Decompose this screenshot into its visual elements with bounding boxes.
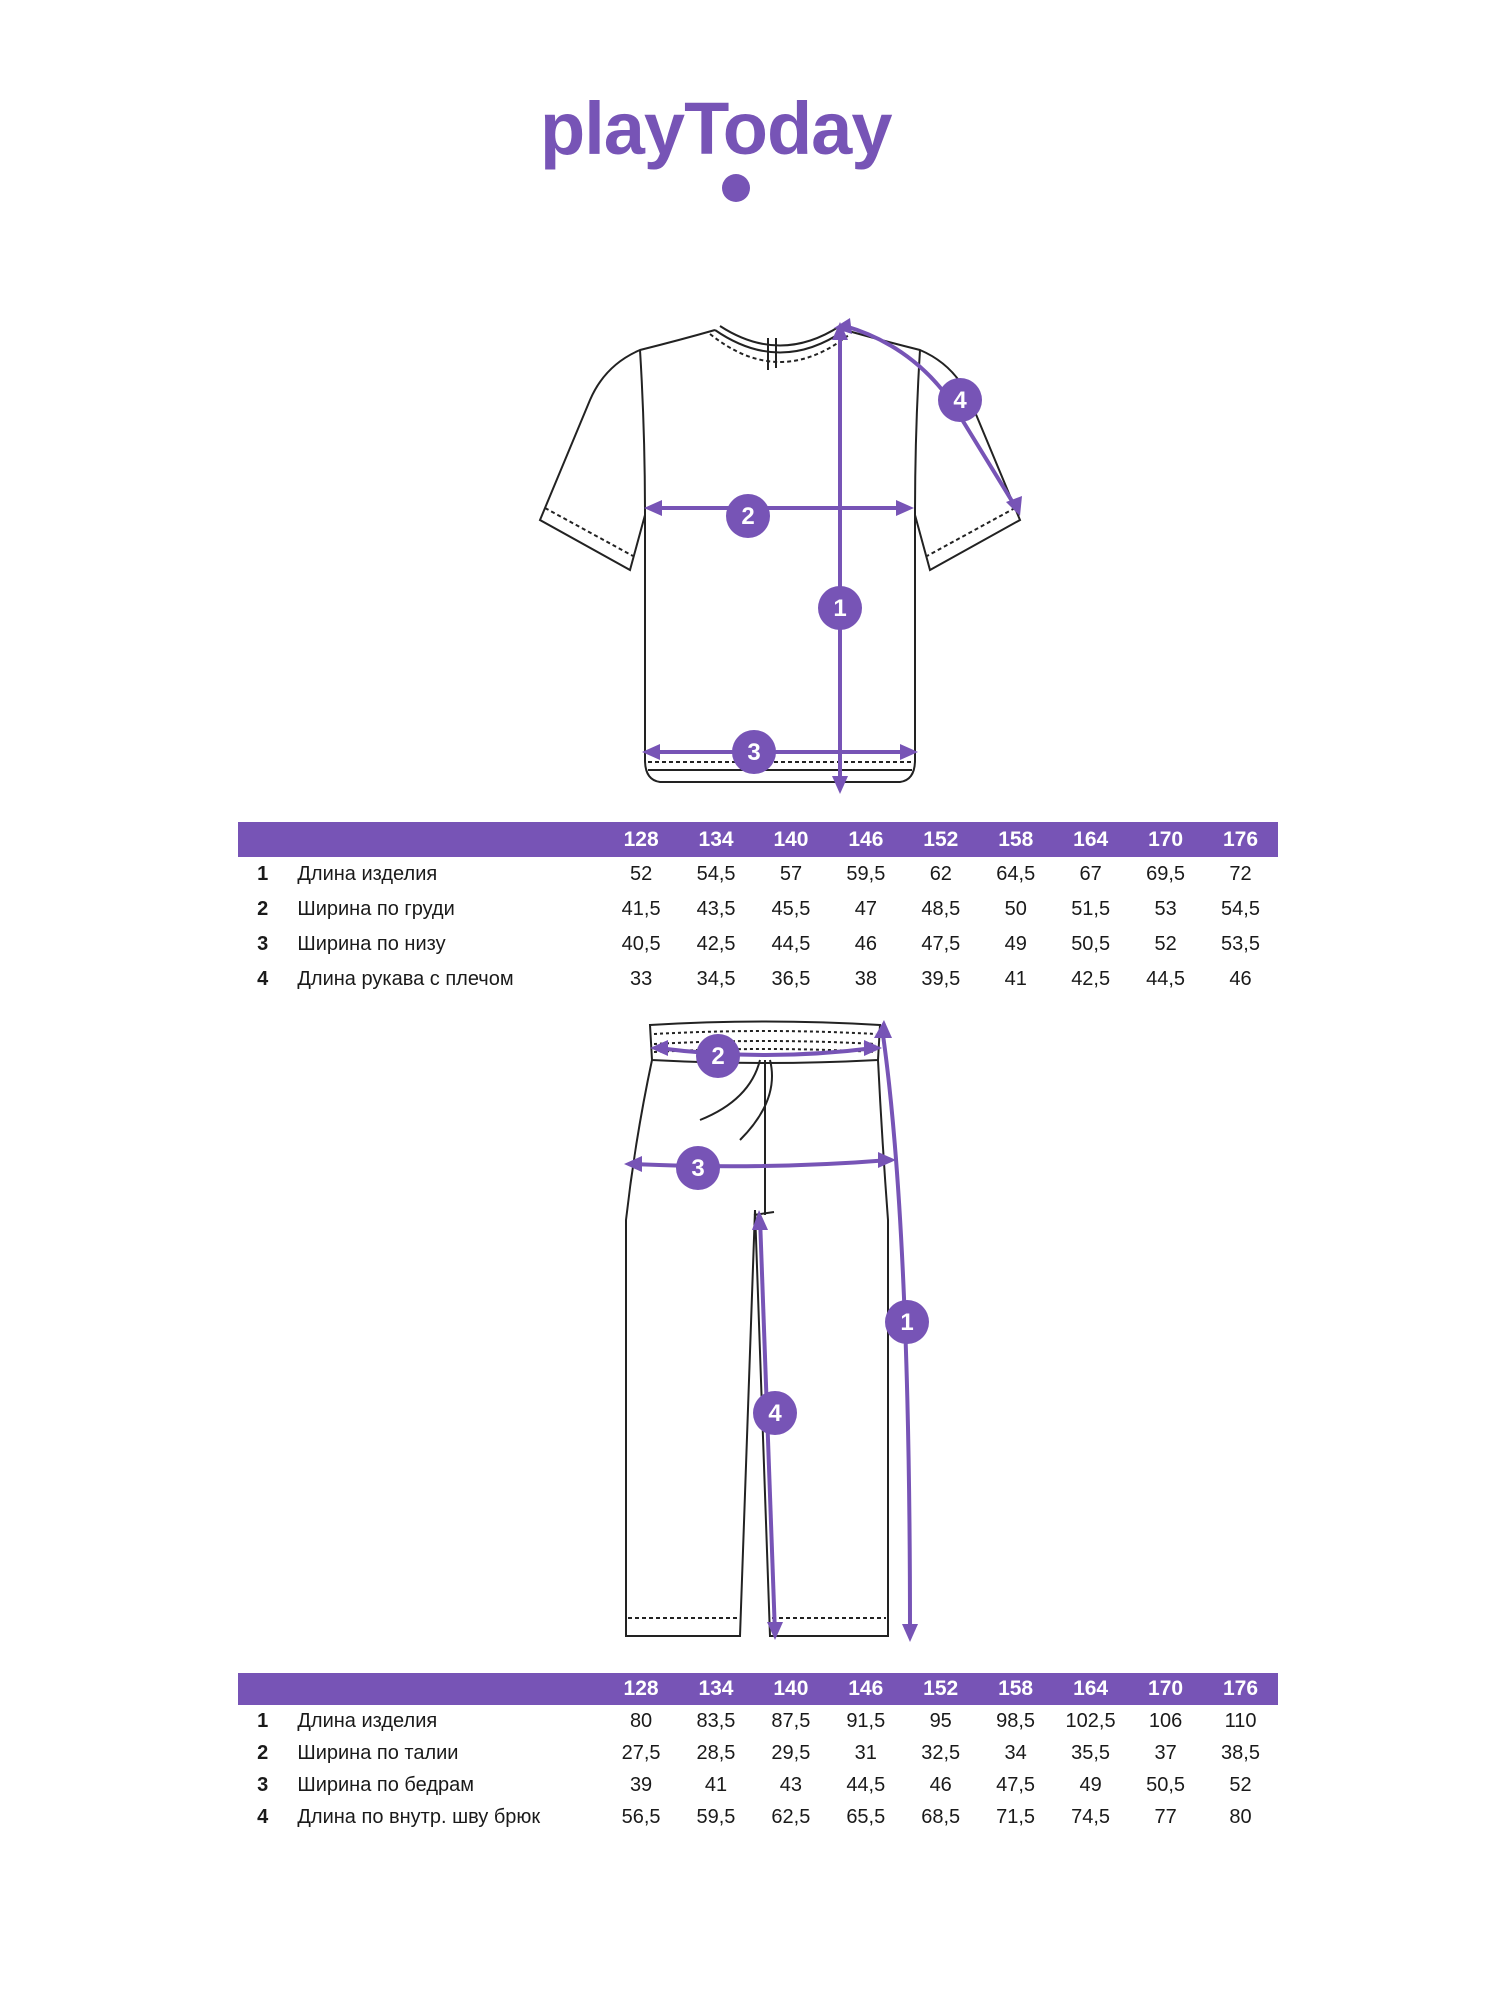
table-row: [238, 927, 1278, 962]
row-number: 1: [257, 863, 269, 885]
size-header: 158: [978, 822, 1053, 857]
size-header: 176: [1203, 1673, 1278, 1705]
cell-value: 36,5: [771, 968, 811, 990]
cell-value: 44,5: [846, 1773, 886, 1796]
tshirt-marker-2: 2: [741, 503, 755, 530]
tshirt-size-table: [238, 822, 1278, 997]
cell-value: 42,5: [1071, 968, 1111, 990]
cell-value: 44,5: [771, 933, 811, 955]
tshirt-markers: [726, 378, 982, 774]
row-number: 4: [257, 968, 269, 990]
cell-value: 53: [1154, 898, 1177, 920]
size-header: 164: [1053, 822, 1128, 857]
size-header: 128: [604, 822, 679, 857]
cell-value: 48,5: [921, 898, 961, 920]
size-header: 152: [903, 1673, 978, 1705]
row-number: 3: [257, 933, 269, 955]
cell-value: 106: [1148, 1709, 1183, 1732]
cell-value: 50: [1004, 898, 1027, 920]
cell-value: 54,5: [696, 863, 736, 885]
cell-value: 64,5: [996, 863, 1036, 885]
cell-value: 47,5: [921, 933, 961, 955]
cell-value: 46: [929, 1773, 952, 1796]
row-number: 1: [257, 1709, 269, 1732]
cell-value: 46: [854, 933, 878, 955]
cell-value: 41: [1004, 968, 1027, 990]
row-label: Ширина по груди: [297, 898, 455, 920]
cell-value: 62: [929, 863, 952, 885]
tshirt-marker-1: 1: [833, 595, 847, 622]
row-label: Ширина по низу: [297, 933, 446, 955]
table-header-row: [238, 1673, 1278, 1705]
cell-value: 59,5: [846, 863, 886, 885]
size-header: 134: [679, 1673, 754, 1705]
table-row: [238, 962, 1278, 997]
cell-value: 56,5: [621, 1805, 661, 1828]
cell-value: 43: [779, 1773, 802, 1796]
cell-value: 27,5: [621, 1741, 661, 1764]
size-header: 152: [903, 822, 978, 857]
size-header: 170: [1128, 822, 1203, 857]
cell-value: 50,5: [1071, 933, 1111, 955]
cell-value: 35,5: [1071, 1741, 1111, 1764]
cell-value: 68,5: [921, 1805, 961, 1828]
cell-value: 65,5: [846, 1805, 886, 1828]
table-row: [238, 1705, 1278, 1737]
cell-value: 32,5: [921, 1741, 961, 1764]
row-label: Длина рукава с плечом: [297, 968, 514, 990]
cell-value: 67: [1079, 863, 1102, 885]
row-label: Длина изделия: [297, 863, 438, 885]
pants-marker-2: 2: [711, 1043, 725, 1070]
pants-marker-3: 3: [691, 1155, 705, 1182]
cell-value: 69,5: [1146, 863, 1186, 885]
tshirt-marker-3: 3: [747, 739, 761, 766]
cell-value: 51,5: [1071, 898, 1111, 920]
size-header: 134: [679, 822, 754, 857]
size-header: 170: [1128, 1673, 1203, 1705]
cell-value: 110: [1224, 1709, 1257, 1732]
cell-value: 80: [629, 1709, 653, 1732]
row-number: 4: [257, 1805, 269, 1828]
cell-value: 95: [929, 1709, 952, 1732]
cell-value: 54,5: [1221, 898, 1260, 920]
cell-value: 98,5: [996, 1709, 1036, 1732]
cell-value: 38,5: [1221, 1741, 1260, 1764]
pants-marker-1: 1: [900, 1309, 914, 1336]
tshirt-marker-4: 4: [953, 387, 967, 414]
cell-value: 52: [1154, 933, 1177, 955]
pants-size-table: [238, 1673, 1278, 1833]
cell-value: 52: [630, 863, 653, 885]
size-header: 140: [754, 822, 829, 857]
size-header: 146: [828, 1673, 903, 1705]
cell-value: 57: [779, 863, 803, 885]
row-label: Длина по внутр. шву брюк: [297, 1805, 541, 1828]
row-number: 2: [257, 1741, 269, 1764]
cell-value: 41: [704, 1773, 728, 1796]
pants-marker-4: 4: [768, 1400, 782, 1427]
cell-value: 77: [1154, 1805, 1177, 1828]
cell-value: 28,5: [696, 1741, 736, 1764]
cell-value: 49: [1079, 1773, 1102, 1796]
cell-value: 59,5: [696, 1805, 736, 1828]
cell-value: 102,5: [1065, 1709, 1116, 1732]
tshirt-diagram: [520, 310, 1040, 810]
cell-value: 72: [1229, 863, 1252, 885]
row-label: Ширина по бедрам: [297, 1773, 474, 1796]
table-row: [238, 1737, 1278, 1769]
cell-value: 31: [854, 1741, 877, 1764]
size-header: 140: [753, 1673, 828, 1705]
table-row: [238, 857, 1278, 892]
cell-value: 46: [1229, 968, 1252, 990]
cell-value: 91,5: [846, 1709, 886, 1732]
table-header-row: [238, 822, 1278, 857]
table-row: [238, 892, 1278, 927]
row-number: 3: [257, 1773, 269, 1796]
row-number: 2: [257, 898, 269, 920]
size-header: 176: [1203, 822, 1278, 857]
cell-value: 74,5: [1071, 1805, 1111, 1828]
size-header: 158: [978, 1673, 1053, 1705]
row-label: Длина изделия: [297, 1709, 438, 1732]
cell-value: 29,5: [771, 1741, 811, 1764]
cell-value: 33: [630, 968, 653, 990]
table-row: [238, 1769, 1278, 1801]
cell-value: 34: [1004, 1741, 1027, 1764]
cell-value: 39: [629, 1773, 653, 1796]
cell-value: 47,5: [996, 1773, 1036, 1796]
table-row: [238, 1801, 1278, 1833]
cell-value: 53,5: [1221, 933, 1260, 955]
brand-logo: [540, 87, 980, 212]
cell-value: 83,5: [696, 1709, 736, 1732]
cell-value: 80: [1229, 1805, 1252, 1828]
cell-value: 52: [1229, 1773, 1252, 1796]
cell-value: 39,5: [921, 968, 961, 990]
brand-logo-text: playToday: [540, 87, 892, 170]
cell-value: 37: [1154, 1741, 1177, 1764]
cell-value: 44,5: [1146, 968, 1186, 990]
cell-value: 87,5: [771, 1709, 811, 1732]
cell-value: 42,5: [696, 933, 736, 955]
cell-value: 38: [854, 968, 878, 990]
cell-value: 45,5: [771, 898, 811, 920]
size-header: 164: [1053, 1673, 1128, 1705]
cell-value: 62,5: [771, 1805, 811, 1828]
size-header: 128: [604, 1673, 679, 1705]
cell-value: 71,5: [996, 1805, 1036, 1828]
cell-value: 41,5: [621, 898, 661, 920]
cell-value: 50,5: [1146, 1773, 1186, 1796]
cell-value: 34,5: [696, 968, 736, 990]
size-header: 146: [828, 822, 903, 857]
brand-logo-dot: [722, 174, 750, 202]
cell-value: 43,5: [696, 898, 736, 920]
cell-value: 49: [1004, 933, 1027, 955]
cell-value: 47: [854, 898, 878, 920]
row-label: Ширина по талии: [297, 1741, 459, 1764]
cell-value: 40,5: [621, 933, 661, 955]
pants-diagram: [610, 1020, 940, 1670]
